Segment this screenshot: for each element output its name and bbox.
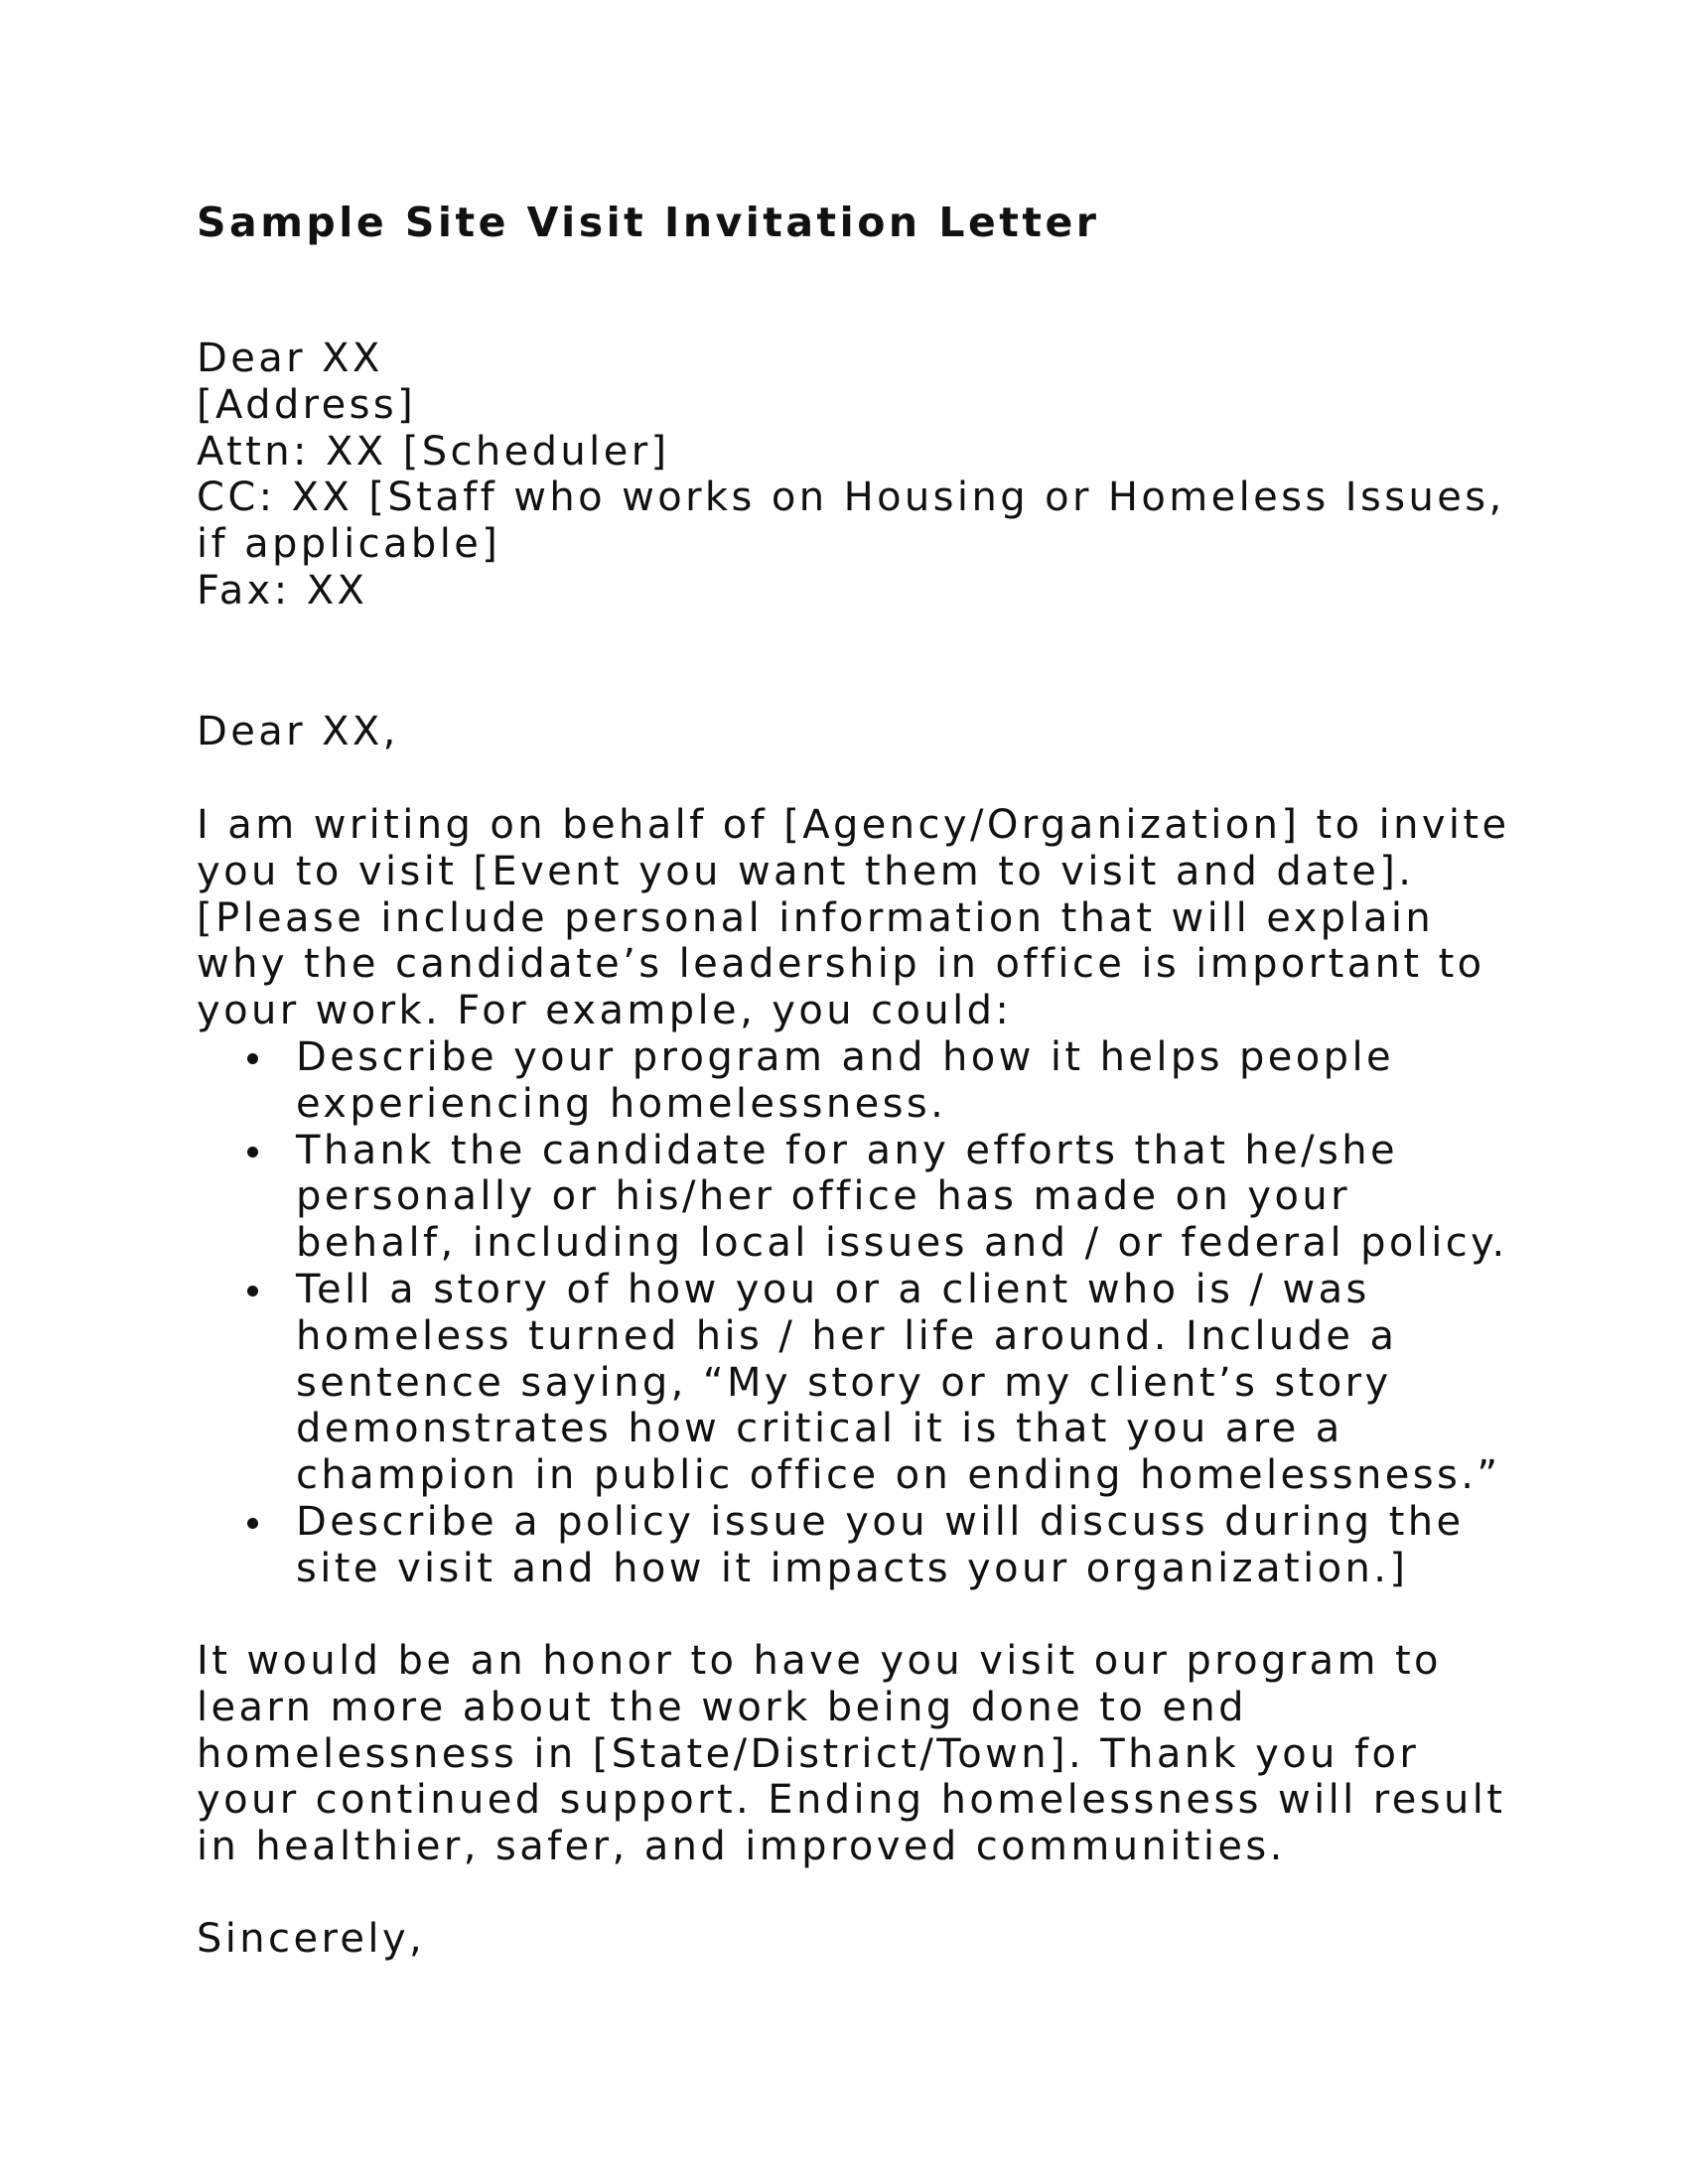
list-item-line: experiencing homelessness.: [296, 1080, 947, 1127]
address-line: Dear XX: [197, 336, 383, 381]
bullet-icon: [247, 1518, 258, 1529]
address-line: if applicable]: [197, 521, 501, 568]
paragraph-line: you to visit [Event you want them to visit and date].: [197, 848, 1415, 894]
list-item-line: demonstrates how critical it is that you are a: [296, 1406, 1343, 1452]
paragraph-line: learn more about the work being done to end: [197, 1684, 1247, 1730]
salutation: Dear XX,: [197, 709, 399, 754]
list-item-line: personally or his/her office has made on your: [296, 1173, 1350, 1220]
list-item-line: Thank the candidate for any efforts that he/she: [296, 1127, 1399, 1173]
paragraph-closing: [197, 1638, 1505, 1870]
paragraph-line: It would be an honor to have you visit our program to: [197, 1638, 1442, 1684]
paragraph-line: homelessness in [State/District/Town]. Thank you for: [197, 1730, 1420, 1777]
list-item: [197, 1267, 1508, 1499]
list-item: [197, 1128, 1508, 1267]
paragraph-line: your continued support. Ending homelessness will result: [197, 1777, 1506, 1824]
list-item-line: homeless turned his / her life around. Include a: [296, 1312, 1398, 1359]
bullet-icon: [247, 1147, 258, 1158]
bullet-icon: [247, 1053, 258, 1064]
list-item-line: site visit and how it impacts your organization.]: [296, 1545, 1409, 1591]
paragraph-line: why the candidate’s leadership in office is important to: [197, 941, 1485, 988]
closing: Sincerely,: [197, 1916, 426, 1962]
list-item-line: behalf, including local issues and / or federal policy.: [296, 1220, 1508, 1267]
list-item: [197, 1499, 1508, 1592]
list-item-line: Describe your program and how it helps people: [296, 1034, 1394, 1080]
list-item-line: champion in public office on ending homelessness.”: [296, 1452, 1501, 1499]
paragraph-line: I am writing on behalf of [Agency/Organization] to invite: [197, 802, 1510, 848]
list-item-line: sentence saying, “My story or my client’s story: [296, 1359, 1392, 1406]
paragraph-line: in healthier, safer, and improved communities.: [197, 1824, 1286, 1870]
document-title: Sample Site Visit Invitation Letter: [197, 199, 1100, 246]
paragraph-intro: [197, 802, 1510, 1034]
list-item: [197, 1034, 1508, 1128]
address-block: [197, 336, 1505, 614]
address-line: Fax: XX: [197, 567, 368, 614]
address-line: [Address]: [197, 381, 417, 428]
list-item-line: Describe a policy issue you will discuss during the: [296, 1498, 1465, 1545]
bullet-icon: [247, 1286, 258, 1297]
list-item-line: Tell a story of how you or a client who is / was: [296, 1266, 1370, 1312]
address-line: CC: XX [Staff who works on Housing or Homeless Issues,: [197, 475, 1505, 521]
address-line: Attn: XX [Scheduler]: [197, 428, 670, 475]
suggestion-list: [197, 1034, 1508, 1592]
paragraph-line: your work. For example, you could:: [197, 988, 1013, 1034]
paragraph-line: [Please include personal information that will explain: [197, 894, 1435, 941]
